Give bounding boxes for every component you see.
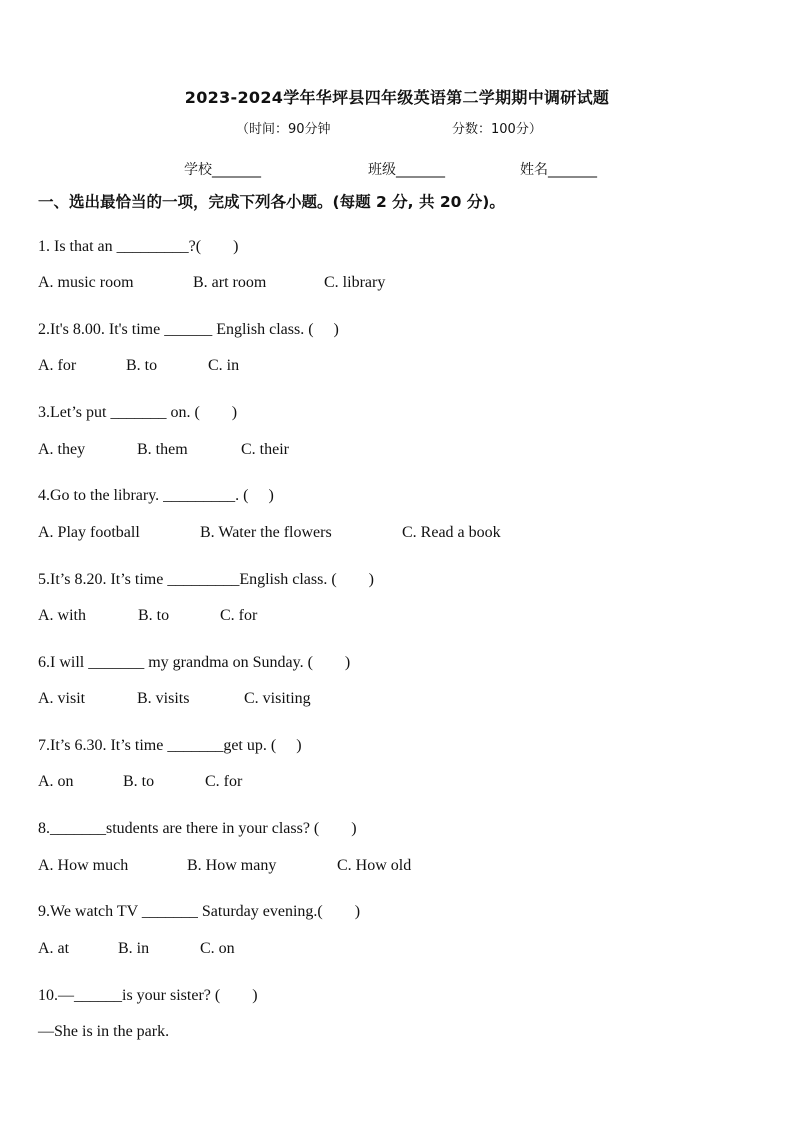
- question-options-5: [38, 607, 778, 631]
- school-field: 学校_______: [184, 162, 261, 178]
- question-options-9: [38, 940, 778, 964]
- option-b: B. to: [138, 607, 170, 624]
- option-b: B. How many: [187, 857, 277, 874]
- exam-meta: [0, 118, 794, 138]
- option-a: A. they: [38, 441, 86, 458]
- option-a: A. at: [38, 940, 70, 957]
- question-options-7: [38, 773, 778, 797]
- option-c: C. their: [241, 441, 289, 458]
- question-stem-4: 4.Go to the library. _________. ( ): [38, 487, 274, 504]
- section-title: 一、选出最恰当的一项，完成下列各小题。(每题 2 分, 共 20 分)。: [38, 193, 505, 211]
- option-c: C. on: [200, 940, 235, 957]
- option-a: A. music room: [38, 274, 134, 291]
- student-info: [0, 159, 794, 181]
- option-b: B. visits: [137, 690, 190, 707]
- option-c: C. library: [324, 274, 386, 291]
- question-options-1: [38, 274, 778, 298]
- option-a: A. on: [38, 773, 74, 790]
- question-options-3: [38, 441, 778, 465]
- option-a: A. How much: [38, 857, 129, 874]
- question-stem-9: 9.We watch TV _______ Saturday evening.( ): [38, 903, 361, 920]
- exam-time: （时间：90分钟: [236, 122, 331, 137]
- option-b: B. art room: [193, 274, 267, 291]
- option-b: B. Water the flowers: [200, 524, 332, 541]
- page-title: 2023-2024学年华坪县四年级英语第二学期期中调研试题: [184, 88, 610, 107]
- question-stem-5: 5.It’s 8.20. It’s time _________English class. ( ): [38, 571, 374, 588]
- option-a: A. with: [38, 607, 86, 624]
- question-stem-2: 2.It's 8.00. It's time ______ English class. ( ): [38, 321, 339, 338]
- option-a: A. visit: [38, 690, 86, 707]
- option-c: C. Read a book: [402, 524, 501, 541]
- option-c: C. for: [205, 773, 243, 790]
- class-field: 班级_______: [368, 162, 445, 178]
- question-options-6: [38, 690, 778, 714]
- question-stem-6: 6.I will _______ my grandma on Sunday. ( ): [38, 654, 351, 671]
- question-stem-8: 8._______students are there in your class? ( ): [38, 820, 357, 837]
- option-c: C. for: [220, 607, 258, 624]
- option-c: C. in: [208, 357, 240, 374]
- question-options-2: [38, 357, 778, 381]
- question-answer-10: —She is in the park.: [38, 1023, 170, 1040]
- question-stem-1: 1. Is that an _________?( ): [38, 238, 239, 255]
- question-stem-3: 3.Let’s put _______ on. ( ): [38, 404, 238, 421]
- question-stem-10: 10.—______is your sister? ( ): [38, 987, 258, 1004]
- option-c: C. How old: [337, 857, 412, 874]
- option-b: B. to: [123, 773, 155, 790]
- question-options-4: [38, 524, 778, 548]
- option-b: B. in: [118, 940, 150, 957]
- question-options-8: [38, 857, 778, 881]
- question-stem-7: 7.It’s 6.30. It’s time _______get up. ( ): [38, 737, 302, 754]
- exam-score: 分数：100分）: [452, 122, 542, 137]
- option-a: A. for: [38, 357, 77, 374]
- name-field: 姓名_______: [520, 162, 597, 178]
- option-c: C. visiting: [244, 690, 311, 707]
- option-b: B. to: [126, 357, 158, 374]
- option-a: A. Play football: [38, 524, 140, 541]
- option-b: B. them: [137, 441, 188, 458]
